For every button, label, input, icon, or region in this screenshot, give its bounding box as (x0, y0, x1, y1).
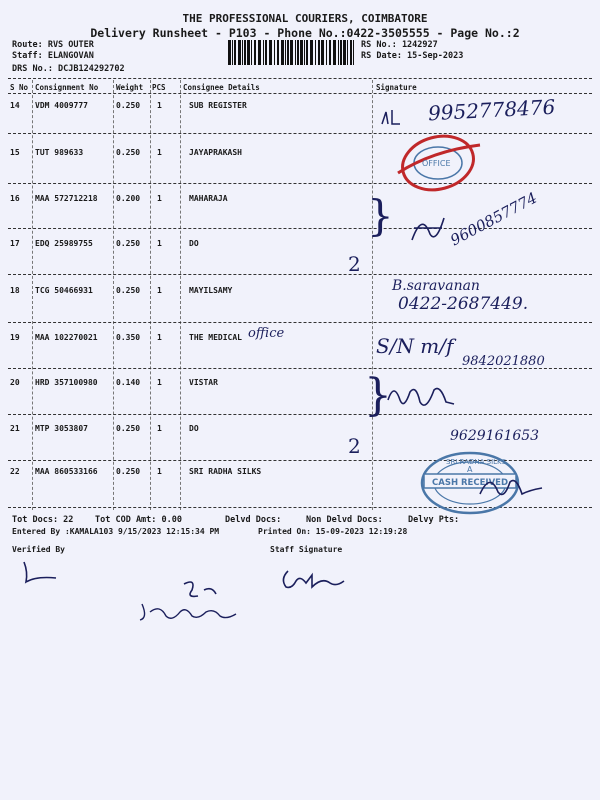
row-pcs: 1 (157, 286, 162, 295)
row-pcs: 1 (157, 378, 162, 387)
total-docs: Tot Docs: 22 (12, 515, 74, 525)
row-sno: 18 (10, 286, 20, 295)
col-divider (150, 80, 151, 510)
row-sno: 19 (10, 333, 20, 342)
row-rule (8, 133, 592, 134)
row-rule (8, 414, 592, 415)
signature-scribble (408, 210, 448, 250)
row-consignee: DO (189, 239, 199, 248)
handwritten-note: S/N m/f (376, 334, 454, 358)
office-stamp (392, 133, 488, 195)
row-weight: 0.250 (116, 424, 141, 433)
signature-scribble (384, 380, 464, 416)
row-pcs: 1 (157, 424, 162, 433)
row-consignee: MAYILSAMY (189, 286, 233, 295)
row-consignee: SRI RADHA SILKS (189, 467, 262, 476)
col-divider (32, 80, 33, 510)
handwritten-phone: 9952778476 (427, 94, 556, 126)
handwritten-phone: 9600857774 (447, 188, 541, 250)
non-delivered-docs: Non Delvd Docs: (306, 515, 383, 525)
row-consignment: EDQ 25989755 (35, 239, 93, 248)
route-label: Route: RVS OUTER (12, 40, 94, 50)
header-bottom-rule (8, 93, 592, 94)
cash-received-stamp (410, 450, 560, 516)
row-sno: 17 (10, 239, 20, 248)
row-sno: 21 (10, 424, 20, 433)
verifier-signature (16, 558, 66, 588)
verifier-signature (136, 598, 246, 624)
row-consignee: THE MEDICAL (189, 333, 242, 342)
row-sno: 20 (10, 378, 20, 387)
row-pcs: 1 (157, 194, 162, 203)
stamp-text: SRI RADHA SILKS (446, 458, 507, 466)
count-mark: 2 (348, 252, 361, 276)
header-top-rule (8, 78, 592, 79)
row-consignment: MAA 860533166 (35, 467, 98, 476)
printed-on: Printed On: 15-09-2023 12:19:28 (258, 527, 408, 536)
rs-number: RS No.: 1242927 (361, 40, 438, 50)
col-pcs: PCS (152, 83, 166, 92)
staff-signature-label: Staff Signature (270, 545, 343, 554)
row-consignment: MAA 572712218 (35, 194, 98, 203)
handwritten-phone: 0422-2687449. (398, 294, 529, 314)
handwritten-note: office (248, 326, 285, 341)
row-pcs: 1 (157, 239, 162, 248)
row-pcs: 1 (157, 101, 162, 110)
col-signature: Signature (376, 83, 417, 92)
row-consignee: DO (189, 424, 199, 433)
stamp-text: OFFICE (422, 159, 451, 168)
brace-mark: } (367, 191, 394, 240)
col-sno: S No (10, 83, 29, 92)
col-consignee: Consignee Details (183, 83, 260, 92)
row-consignment: VDM 4009777 (35, 101, 88, 110)
total-cod: Tot COD Amt: 0.00 (95, 515, 182, 525)
row-weight: 0.250 (116, 286, 141, 295)
row-consignee: JAYAPRAKASH (189, 148, 242, 157)
col-consignment: Consignment No (35, 83, 99, 92)
verified-by-label: Verified By (12, 545, 65, 554)
drs-number: DRS No.: DCJB124292702 (12, 64, 125, 74)
staff-label: Staff: ELANGOVAN (12, 51, 94, 61)
row-sno: 14 (10, 101, 20, 110)
row-consignee: VISTAR (189, 378, 218, 387)
handwritten-name: B.saravanan (392, 278, 480, 294)
row-weight: 0.200 (116, 194, 141, 203)
row-pcs: 1 (157, 467, 162, 476)
count-mark: 2 (348, 434, 361, 458)
handwritten-phone: 9629161653 (450, 428, 540, 444)
staff-signature (278, 565, 358, 595)
handwritten-phone: 9842021880 (462, 354, 545, 369)
row-sno: 15 (10, 148, 20, 157)
row-rule (8, 322, 592, 323)
col-divider (180, 80, 181, 510)
stamp-text: A (467, 465, 473, 474)
row-pcs: 1 (157, 333, 162, 342)
row-consignment: TCG 50466931 (35, 286, 93, 295)
row-consignee: MAHARAJA (189, 194, 228, 203)
row-weight: 0.250 (116, 148, 141, 157)
col-weight: Weight (116, 83, 144, 92)
row-consignment: MTP 3053807 (35, 424, 88, 433)
delivery-points: Delvy Pts: (408, 515, 460, 525)
row-sno: 16 (10, 194, 20, 203)
barcode-image (228, 40, 354, 65)
rs-date: RS Date: 15-Sep-2023 (361, 51, 464, 61)
brace-mark: } (364, 370, 392, 421)
row-weight: 0.350 (116, 333, 141, 342)
col-divider (372, 80, 373, 510)
row-consignment: MAA 102270021 (35, 333, 98, 342)
delivered-docs: Delvd Docs: (225, 515, 282, 525)
entered-by: Entered By :KAMALA103 9/15/2023 12:15:34 PM (12, 527, 220, 536)
row-weight: 0.250 (116, 239, 141, 248)
col-divider (113, 80, 114, 510)
row-rule (8, 274, 592, 275)
row-consignment: HRD 357100980 (35, 378, 98, 387)
row-pcs: 1 (157, 148, 162, 157)
row-weight: 0.140 (116, 378, 141, 387)
company-title: THE PROFESSIONAL COURIERS, COIMBATORE (182, 12, 428, 25)
row-consignment: TUT 989633 (35, 148, 84, 157)
signature-scribble (378, 104, 418, 130)
stamp-text: CASH RECEIVED (432, 478, 509, 488)
row-sno: 22 (10, 467, 20, 476)
row-rule (8, 183, 592, 184)
row-weight: 0.250 (116, 101, 141, 110)
row-rule (8, 228, 592, 229)
row-consignee: SUB REGISTER (189, 101, 247, 110)
row-weight: 0.250 (116, 467, 141, 476)
runsheet-subtitle: Delivery Runsheet - P103 - Phone No.:0422-3505555 - Page No.:2 (90, 26, 520, 40)
